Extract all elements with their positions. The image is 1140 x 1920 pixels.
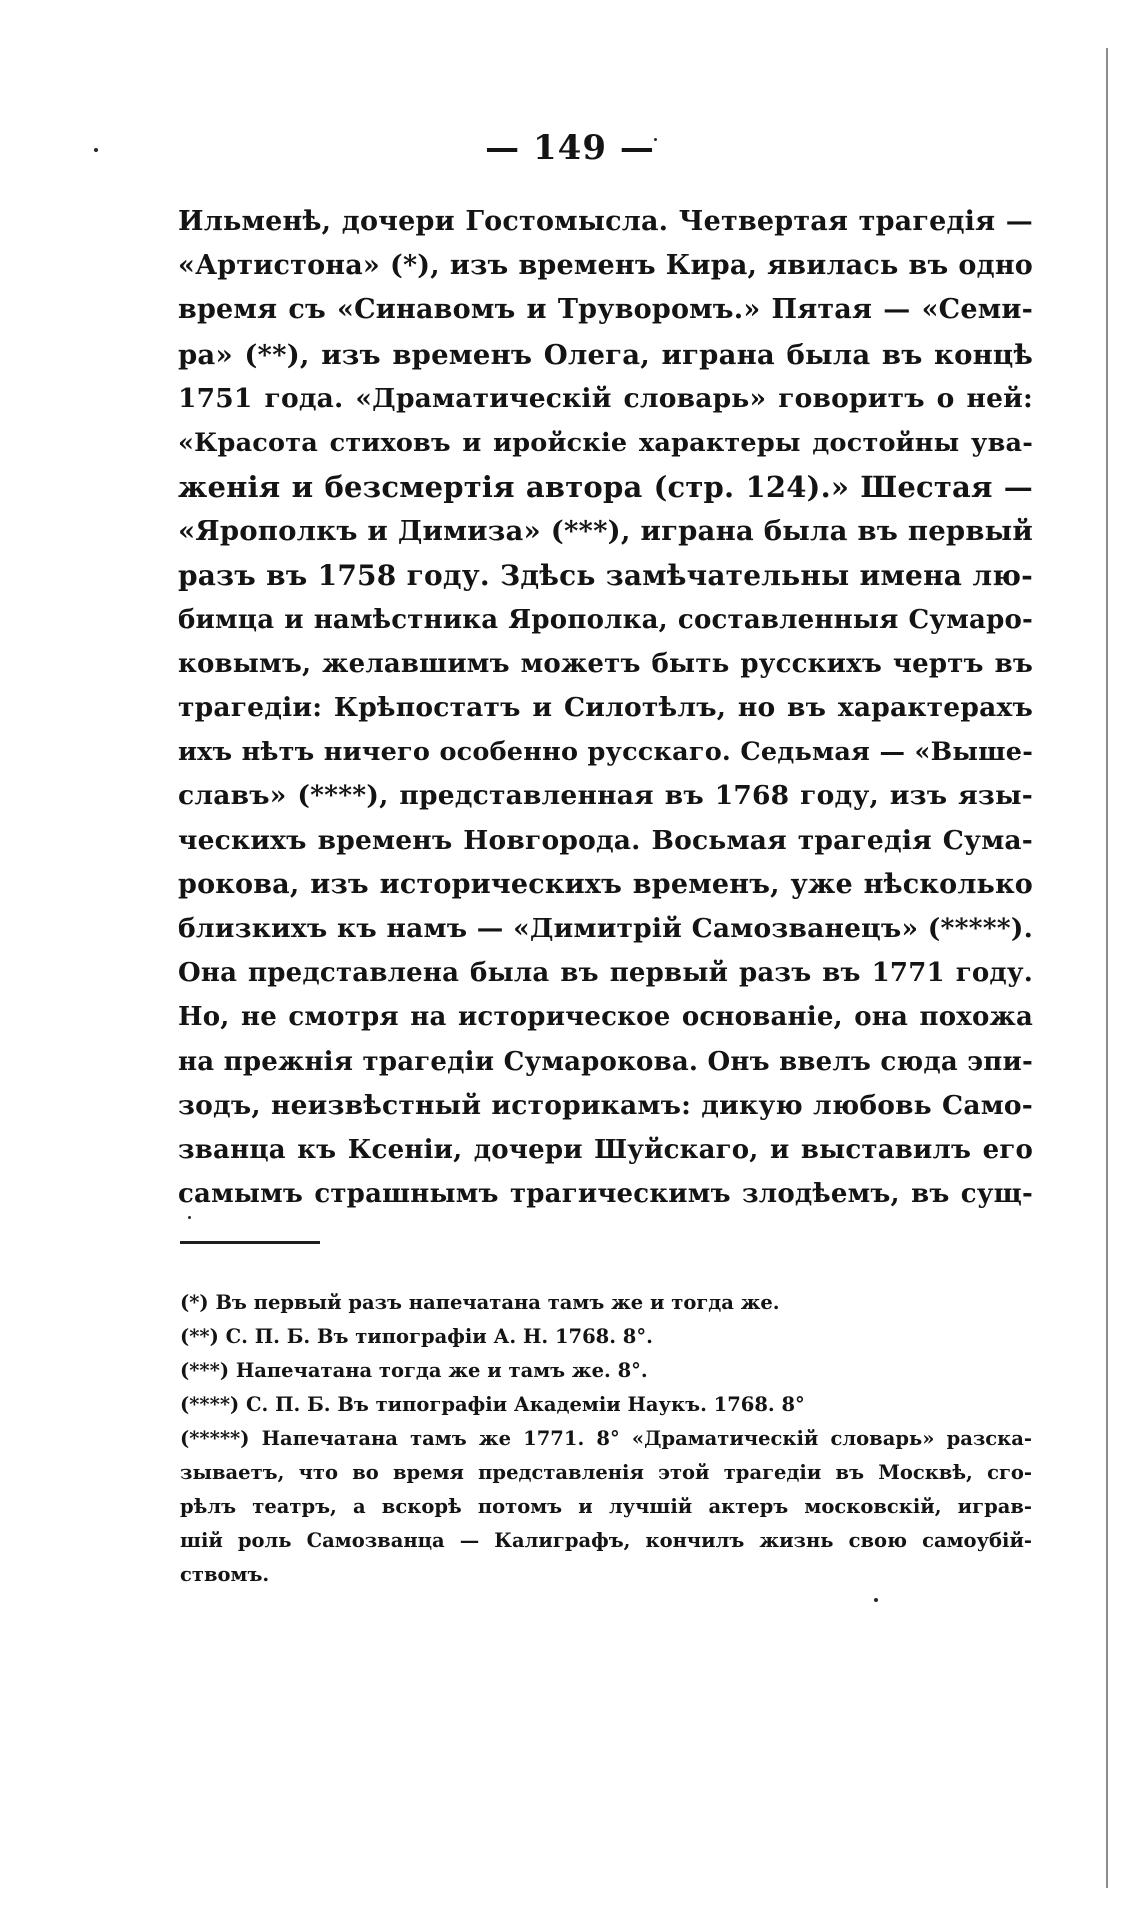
text-line: Но, не смотря на историческое основаніе, она похожа: [178, 1002, 1033, 1033]
text-line: близкихъ къ намъ — «Димитрій Самозванецъ» (*****).: [178, 913, 1033, 944]
text-line: 1751 года. «Драматическій словарь» говоритъ о ней:: [178, 382, 1033, 414]
text-line: «Ярополкъ и Димиза» (***), играна была въ первый: [178, 515, 1033, 548]
page-number: — 149 —: [485, 128, 655, 168]
text-line: разъ въ 1758 году. Здѣсь замѣчательны имена лю-: [178, 558, 1033, 592]
text-line: зодъ, неизвѣстный историкамъ: дикую любовь Само-: [178, 1089, 1033, 1121]
main-text: [178, 200, 1033, 1216]
footnote-line: (***) Напечатана тогда же и тамъ же. 8°.: [180, 1359, 648, 1382]
footnotes: [180, 1286, 1032, 1592]
text-line: на прежнія трагедіи Сумарокова. Онъ ввелъ сюда эпи-: [178, 1046, 1033, 1077]
print-speck: [188, 1216, 191, 1219]
text-line: ра» (**), изъ временъ Олега, играна была въ концѣ: [178, 338, 1033, 371]
text-line: ихъ нѣтъ ничего особенно русскаго. Седьмая — «Выше-: [178, 737, 1033, 768]
text-line: время съ «Синавомъ и Труворомъ.» Пятая — «Семи-: [178, 294, 1033, 326]
text-line: трагедіи: Крѣпостатъ и Силотѣлъ, но въ характерахъ: [178, 692, 1033, 724]
text-line: Она представлена была въ первый разъ въ 1771 году.: [178, 958, 1033, 989]
text-line: «Красота стиховъ и иройскіе характеры достойны ува-: [178, 427, 1033, 458]
text-line: рокова, изъ историческихъ временъ, уже нѣсколько: [178, 868, 1033, 900]
footnote-line: (*) Въ первый разъ напечатана тамъ же и тогда же.: [180, 1291, 780, 1314]
footnote-line: рѣлъ театръ, а вскорѣ потомъ и лучшій актеръ московскій, играв-: [180, 1495, 1032, 1518]
print-speck: [874, 1598, 878, 1602]
footnote-line: (*****) Напечатана тамъ же 1771. 8° «Драматическій словарь» разска-: [180, 1427, 1032, 1450]
text-line: Ильменѣ, дочери Гостомысла. Четвертая трагедія —: [178, 206, 1033, 237]
text-line: ческихъ временъ Новгорода. Восьмая трагедія Сума-: [178, 824, 1033, 856]
footnote-separator: [180, 1241, 320, 1244]
footnote-line: (**) С. П. Б. Въ типографіи А. Н. 1768. 8°.: [180, 1325, 653, 1348]
page-edge-line: [1106, 48, 1108, 1888]
text-line: самымъ страшнымъ трагическимъ злодѣемъ, въ сущ-: [178, 1179, 1033, 1210]
footnote-line: шій роль Самозванца — Калиграфъ, кончилъ жизнь свою самоубій-: [180, 1529, 1032, 1552]
text-line: женія и безсмертія автора (стр. 124).» Шестая —: [178, 470, 1033, 505]
footnote-line: ствомъ.: [180, 1563, 270, 1586]
footnote-line: (****) С. П. Б. Въ типографіи Академіи Наукъ. 1768. 8°: [180, 1393, 805, 1416]
text-line: «Артистона» (*), изъ временъ Кира, явилась въ одно: [178, 250, 1033, 282]
footnote-line: зываетъ, что во время представленія этой трагедіи въ Москвѣ, сго-: [180, 1461, 1032, 1484]
text-line: званца къ Ксеніи, дочери Шуйскаго, и выставилъ его: [178, 1134, 1033, 1165]
text-line: бимца и намѣстника Ярополка, составленныя Сумаро-: [178, 604, 1033, 635]
text-line: славъ» (****), представленная въ 1768 году, изъ язы-: [178, 780, 1033, 812]
text-line: ковымъ, желавшимъ можетъ быть русскихъ чертъ въ: [178, 648, 1033, 679]
